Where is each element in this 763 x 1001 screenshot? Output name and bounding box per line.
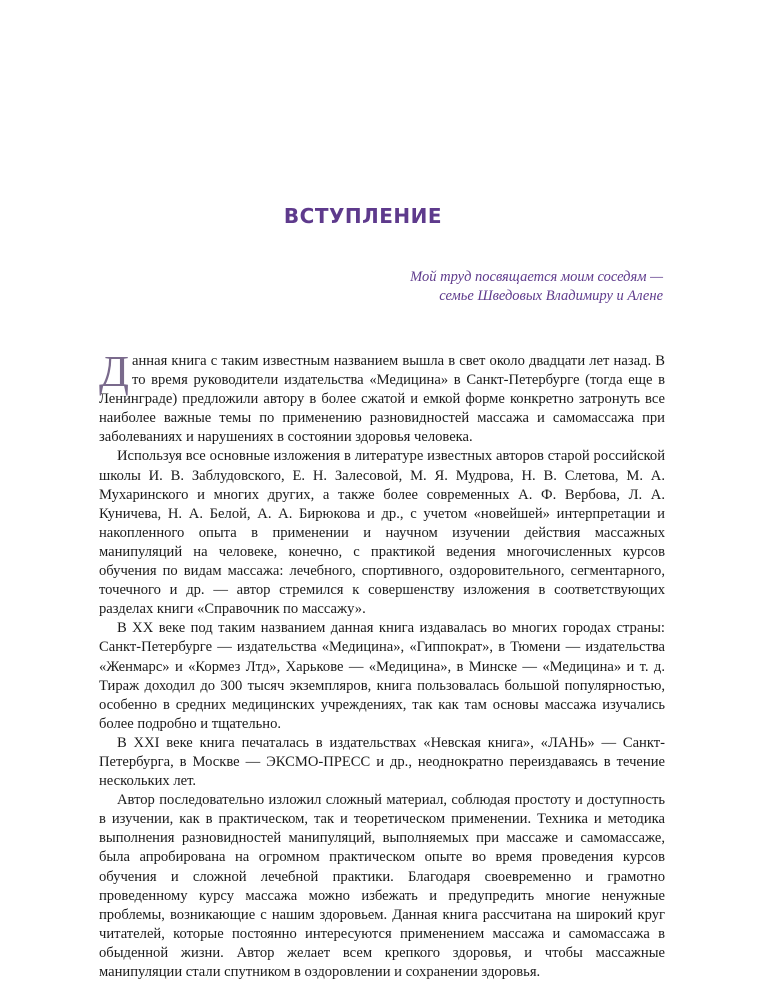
epigraph-line-1: Мой труд посвящается моим соседям — [410, 269, 663, 285]
paragraph-5: Автор последовательно изложил сложный материал, соблюдая простоту и доступность в изучении, как в практическом, так и теоретическом применении. Техника и методика выполнения разновидностей манипуляций, выполняемых при массаже и самомассаже, была апробирована на огромном практическом опыте во время проведения курсов обучения и сложной лечебной практики. Благодаря своевременно и грамотно проведенному курсу массажа можно избежать и предупредить многие ненужные проблемы, возникающие с нашим здоровьем. Данная книга рассчитана на широкий круг читателей, которые постоянно интересуются применением массажа и самомассажа в обыденной жизни. Автор желает всем крепкого здоровья, и чтобы массажные манипуляции стали спутником в оздоровлении и сохранении здоровья. [99, 792, 665, 980]
paragraph-3: В XX веке под таким названием данная книга издавалась во многих городах страны: Санкт-Петербурге — издательства «Медицина», «Гиппократ», в Тюмени — издательства «Женмарс» и «Кормез Лтд», Харькове — «Медицина», в Минске — «Медицина» и т. д. Тираж доходил до 300 тысяч экземпляров, книга пользовалась большой популярностью, особенно в средних медицинских учреждениях, так как там основы массажа изучались более подробно и тщательно. [99, 620, 665, 732]
drop-cap: Д [99, 347, 130, 396]
paragraph-2: Используя все основные изложения в литературе известных авторов старой российской школы И. В. Заблудовского, Е. Н. Залесовой, М. Я. Мудрова, Н. В. Слетова, М. А. Мухаринского и многих других, а также более современных А. Ф. Вербова, Л. А. Куничева, Н. А. Белой, А. А. Бирюкова и др., с учетом «новейшей» интерпретации и накопленного опыта в применении и научном изучении действия массажных манипуляций на человеке, конечно, с практикой ведения многочисленных курсов обучения по видам массажа: лечебного, спортивного, оздоровительного, сегментарного, точечного и др. — автор стремился к совершенству изложения в соответствующих разделах книги «Справочник по массажу». [99, 448, 665, 618]
paragraph-1-text: анная книга с таким известным названием вышла в свет около двадцати лет назад. В то время руководители издательства «Медицина» в Санкт-Петербурге (тогда еще в Ленинграде) предложили автору в более сжатой и емкой форме конкретно затронуть все наиболее важные темы по применению разновидностей массажа и самомассажа при заболеваниях и нарушениях в состоянии здоровья человека. [99, 353, 665, 446]
epigraph-line-2: семье Шведовых Владимиру и Алене [439, 288, 663, 304]
epigraph [303, 268, 663, 306]
paragraph-4: В XXI веке книга печаталась в издательствах «Невская книга», «ЛАНЬ» — Санкт-Петербурга, в Москве — ЭКСМО-ПРЕСС и др., неоднократно переиздаваясь в течение нескольких лет. [99, 734, 665, 790]
chapter-title: ВСТУПЛЕНИЕ [283, 204, 443, 228]
body-text [99, 347, 665, 982]
paragraph-1 [99, 347, 665, 447]
